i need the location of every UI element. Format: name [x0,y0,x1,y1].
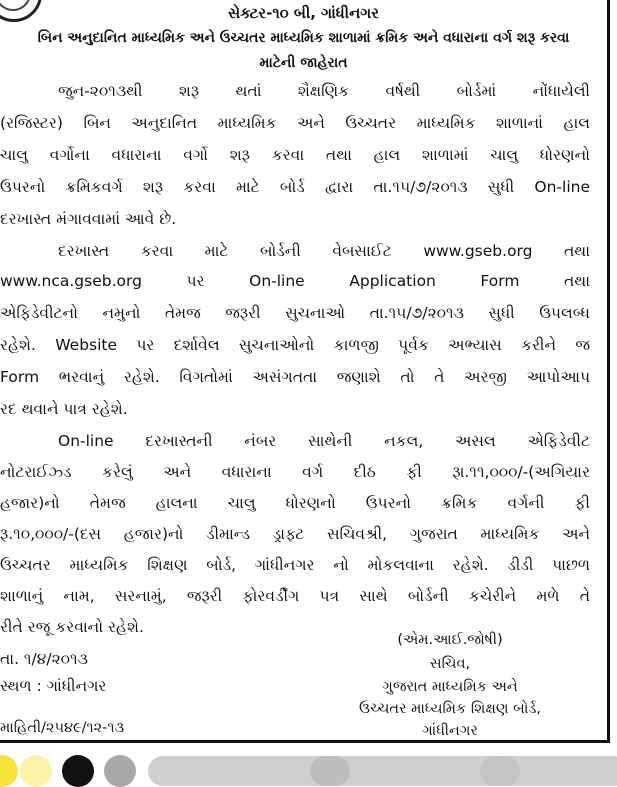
black-dot [62,755,94,787]
subject-line-2: માટેની જાહેરાત [259,55,348,71]
body-line: ઉપરનો ક્રમિકવર્ગ શરૂ કરવા માટે બોર્ડ દ્વારા તા.૧૫/૭/૨૦૧૩ સુધી On-line [0,178,590,196]
signatory-org-line-2: ઉચ્ચતર માધ્યમિક શિક્ષણ બોર્ડ, [359,701,541,717]
body-line: એફિડેવીટનો નમુનો તેમજ જરૂરી સુચનાઓ તા.૧૫/૭/૨૦૧૩ સુધી ઉપલબ્ધ [0,304,590,322]
signatory-org-line-1: ગુજરાત માધ્યમિક અને [382,679,518,695]
notice-date: તા. ૧/૪/૨૦૧૩ [0,650,88,668]
signatory-designation: સચિવ, [429,656,471,672]
body-line: Form ભરવાનું રહેશે. વિગતોમાં અસંગતતા જણાશે તો તે અરજી આપોઆપ [0,368,590,386]
gray-bar [148,756,617,786]
body-line: On-line દરખાસ્તની નંબર સાથેની નકલ, અસલ એફિડેવીટ [58,432,590,450]
address: સેક્ટર-૧૦ બી, ગાંધીનગર [228,4,379,22]
body-line: (રજિસ્ટર) બિન અનુદાનિત માધ્યમિક અને ઉચ્ચતર માધ્યમિક શાળાનાં હાલ [0,114,590,132]
gray-bar-segment [310,756,350,786]
body-line: નોટરાઈઝ્ડ કરેલું અને વધારાના વર્ગ દીઠ ફી રૂા.૧૧,૦૦૦/-(અગિયાર [0,463,590,481]
body-line: ઉચ્ચતર માધ્યમિક શિક્ષણ બોર્ડ, ગાંધીનગર નો મોકલવાના રહેશે. ડીડી પાછળ [0,556,590,574]
signatory-name: (એમ.આઈ.જોષી) [397,632,503,648]
body-line: દરખાસ્ત મંગાવવામાં આવે છે. [0,210,177,228]
body-line: રૂ.૧૦,૦૦૦/-(દસ હજાર)નો ડીમાન્ડ ડ્રાફ્ટ સચિવશ્રી, ગુજરાત માધ્યમિક અને [0,525,590,543]
notice-place: સ્થળ : ગાંધીનગર [0,677,107,695]
body-line: રીતે રજૂ કરવાનો રહેશે. [0,618,144,636]
body-line: દરખાસ્ત કરવા માટે બોર્ડની વેબસાઈટ www.gseb.org તથા [58,242,590,260]
body-line: www.nca.gseb.org પર On-line Application Form તથા [0,272,590,290]
signatory-place: ગાંધીનગર [422,723,478,739]
body-line: ચાલુ વર્ગોના વધારાના વર્ગો શરૂ કરવા તથા હાલ શાળામાં ચાલુ ધોરણનો [0,146,590,164]
gray-bar-segment [480,756,520,786]
body-line: જુન-૨૦૧૩થી શરૂ થતાં શૈક્ષણિક વર્ષથી બોર્ડમાં નોંધાયેલી [58,82,590,100]
light-yellow-dot [20,755,52,787]
body-line: રહેશે. Website પર દર્શાવેલ સુચનાઓનો કાળજી પૂર્વક અભ્યાસ કરીને જ [0,336,590,354]
reference-number: માહિતી/૨૫૪૯/૧૨-૧૩ [0,720,125,736]
body-line: હજાર)નો તેમજ હાલના ચાલુ ધોરણનો ઉપરનો ક્રમિક વર્ગની ફી [0,494,590,512]
body-line: શાળાનું નામ, સરનામું, જરૂરી ફોરવર્ડીંગ પત્ર સાથે બોર્ડની કચેરીને મળે તે [0,587,590,605]
subject-line-1: બિન અનુદાનિત માધ્યમિક અને ઉચ્ચતર માધ્યમિક શાળામાં ક્રમિક અને વધારાના વર્ગ શરૂ કરવા [37,30,570,46]
gray-dot [104,755,136,787]
body-line: રદ થવાને પાત્ર રહેશે. [0,400,128,418]
